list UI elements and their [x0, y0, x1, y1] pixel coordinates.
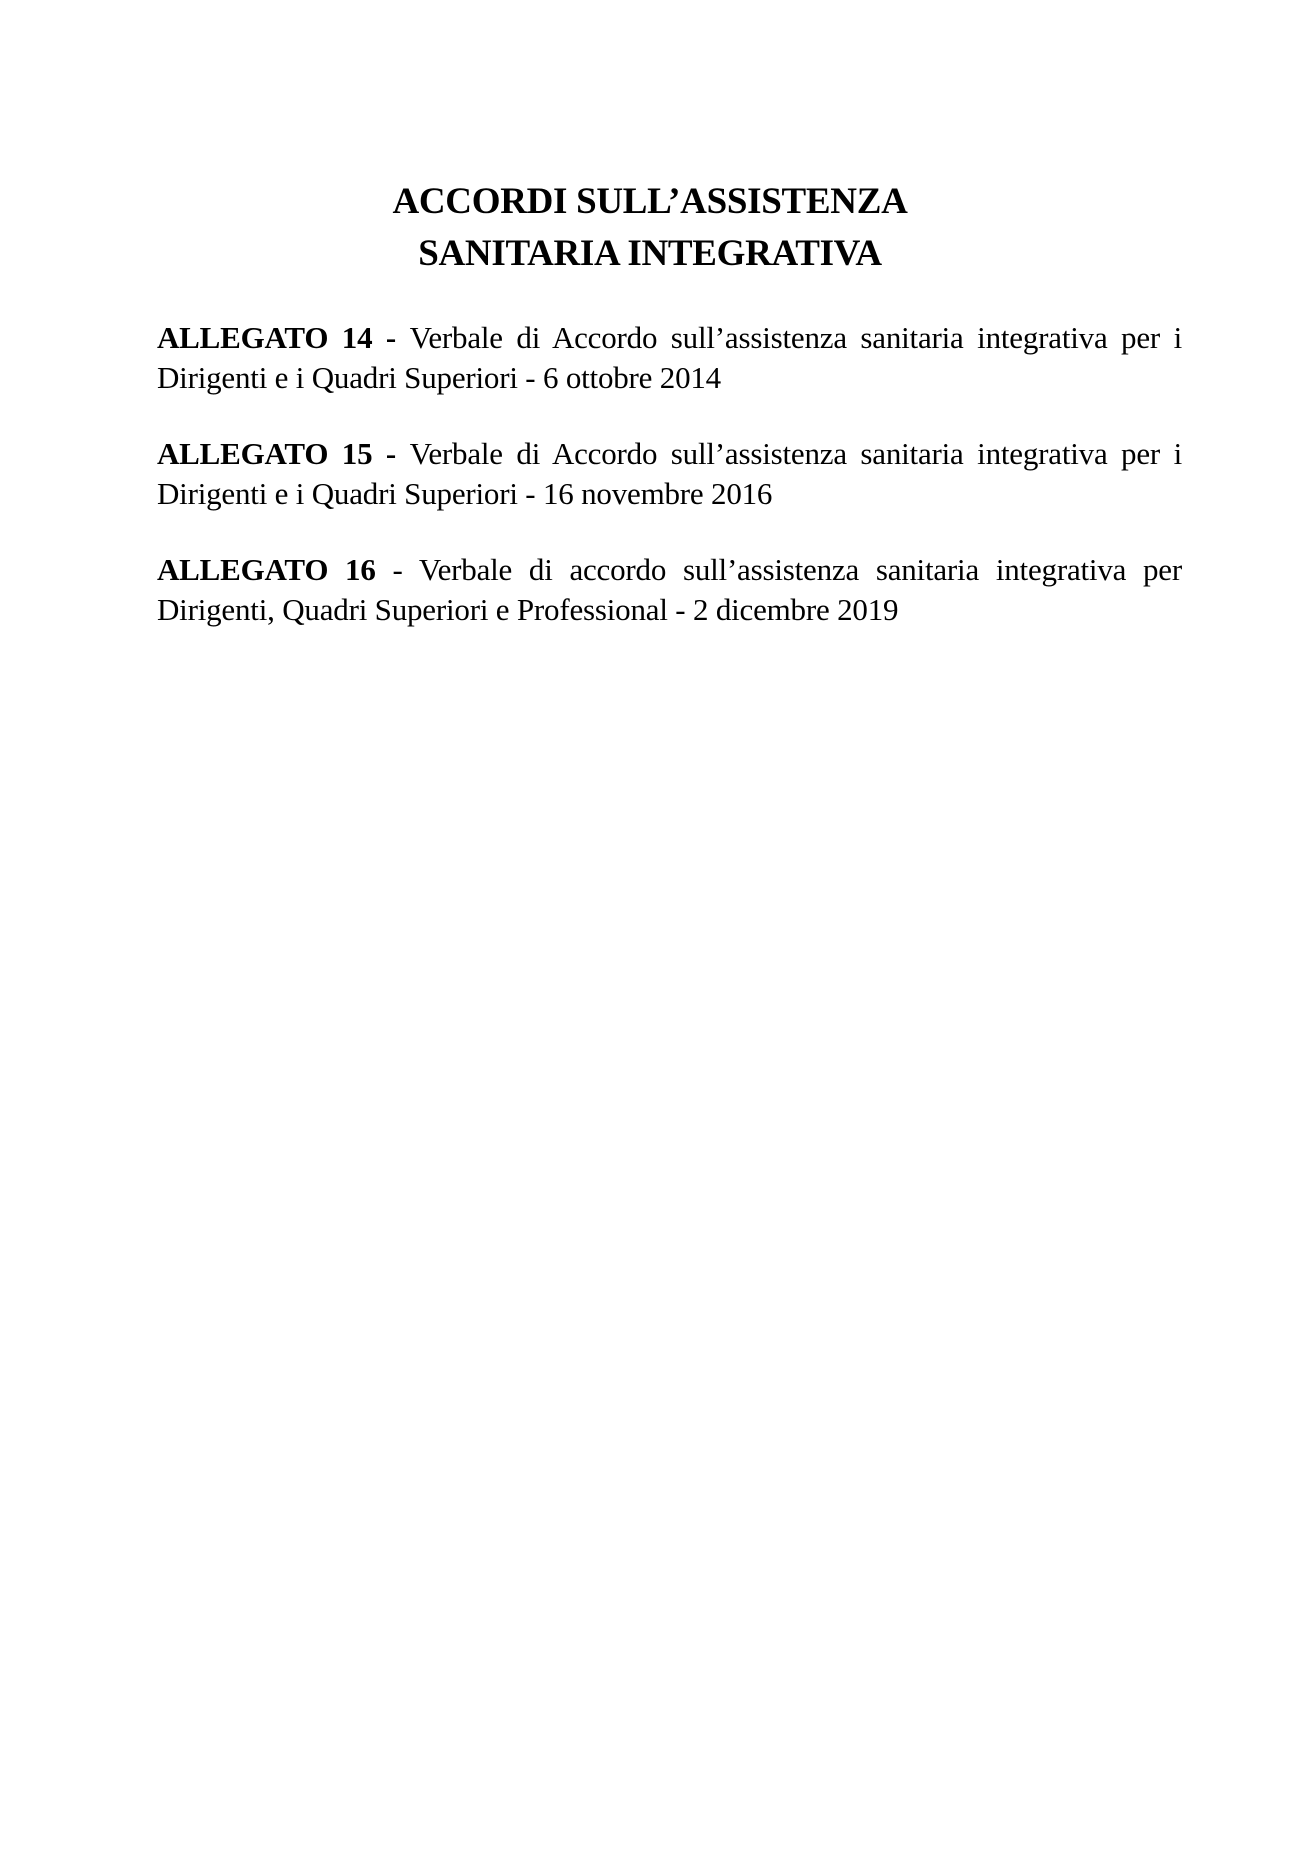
attachment-entry-14 [157, 318, 1182, 398]
attachment-label: ALLEGATO 15 [157, 436, 373, 471]
attachment-description: Verbale di accordo sull’assistenza sanitaria integrativa per Dirigenti, Quadri Superiori e Professional - 2 dicembre 2019 [157, 552, 1182, 627]
attachment-entry-16 [157, 550, 1182, 630]
attachment-separator: - [372, 320, 410, 355]
attachment-separator: - [375, 552, 419, 587]
attachment-description: Verbale di Accordo sull’assistenza sanitaria integrativa per i Dirigenti e i Quadri Superiori - 6 ottobre 2014 [157, 320, 1182, 395]
attachment-list [157, 318, 1182, 666]
attachment-label: ALLEGATO 14 [157, 320, 373, 355]
attachment-entry-15 [157, 434, 1182, 514]
title-line-2: SANITARIA INTEGRATIVA [418, 233, 882, 274]
title-line-1: ACCORDI SULL’ASSISTENZA [392, 181, 908, 222]
attachment-description: Verbale di Accordo sull’assistenza sanitaria integrativa per i Dirigenti e i Quadri Superiori - 16 novembre 2016 [157, 436, 1182, 511]
attachment-separator: - [372, 436, 410, 471]
attachment-label: ALLEGATO 16 [157, 552, 376, 587]
page-title [0, 176, 1300, 280]
